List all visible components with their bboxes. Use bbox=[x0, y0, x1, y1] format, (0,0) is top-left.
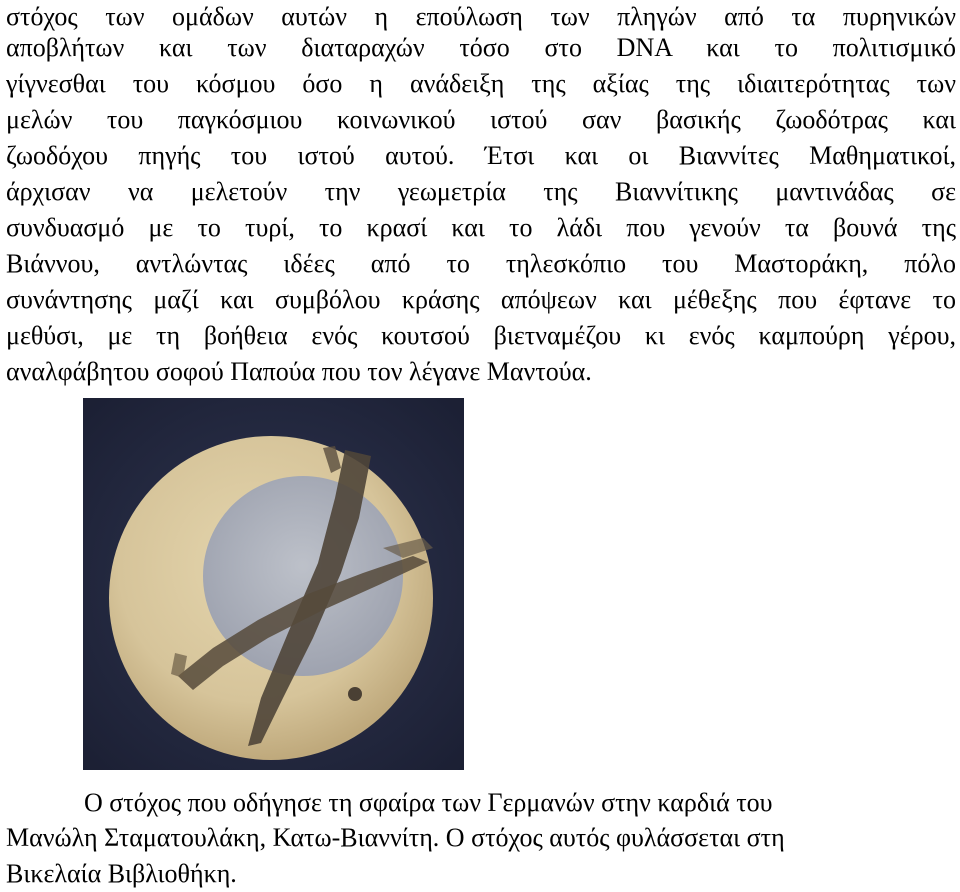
caption-line: Βικελαία Βιβλιοθήκη. bbox=[6, 859, 237, 888]
paragraph-line: μελών του παγκόσμιου κοινωνικού ιστού σαν βασικής ζωοδότρας και bbox=[6, 105, 956, 134]
paragraph-line: αποβλήτων και των διαταραχών τόσο στο DNA και το πολιτισμικό bbox=[6, 33, 956, 62]
paragraph-line: αναλφάβητου σοφού Παπούα που τον λέγανε Μαντούα. bbox=[6, 357, 592, 386]
target-photo bbox=[83, 398, 464, 770]
paragraph-line: ζωοδόχου πηγής του ιστού αυτού. Έτσι και οι Βιαννίτες Μαθηματικοί, bbox=[6, 141, 956, 170]
target-disc-image bbox=[83, 398, 464, 770]
paragraph-line: συνδυασμό με το τυρί, το κρασί και το λάδι που γενούν τα βουνά της bbox=[6, 213, 956, 242]
paragraph-line: στόχος των ομάδων αυτών η επούλωση των πληγών από τα πυρηνικών bbox=[6, 2, 956, 31]
bullet-mark bbox=[348, 687, 362, 701]
caption-line: Μανώλη Σταματουλάκη, Κατω-Βιαννίτη. Ο στόχος αυτός φυλάσσεται στη bbox=[6, 823, 785, 852]
paragraph-line: άρχισαν να μελετούν την γεωμετρία της Βιαννίτικης μαντινάδας σε bbox=[6, 177, 956, 206]
caption-line: Ο στόχος που οδήγησε τη σφαίρα των Γερμανών στην καρδιά του bbox=[84, 788, 773, 817]
paragraph-line: συνάντησης μαζί και συμβόλου κράσης απόψεων και μέθεξης που έφτανε το bbox=[6, 285, 956, 314]
paragraph-line: Βιάννου, αντλώντας ιδέες από το τηλεσκόπιο του Μαστοράκη, πόλο bbox=[6, 249, 956, 278]
paragraph-line: μεθύσι, με τη βοήθεια ενός κουτσού βιετναμέζου κι ενός καμπούρη γέρου, bbox=[6, 321, 956, 350]
paragraph-line: γίγνεσθαι του κόσμου όσο η ανάδειξη της αξίας της ιδιαιτερότητας των bbox=[6, 69, 956, 98]
